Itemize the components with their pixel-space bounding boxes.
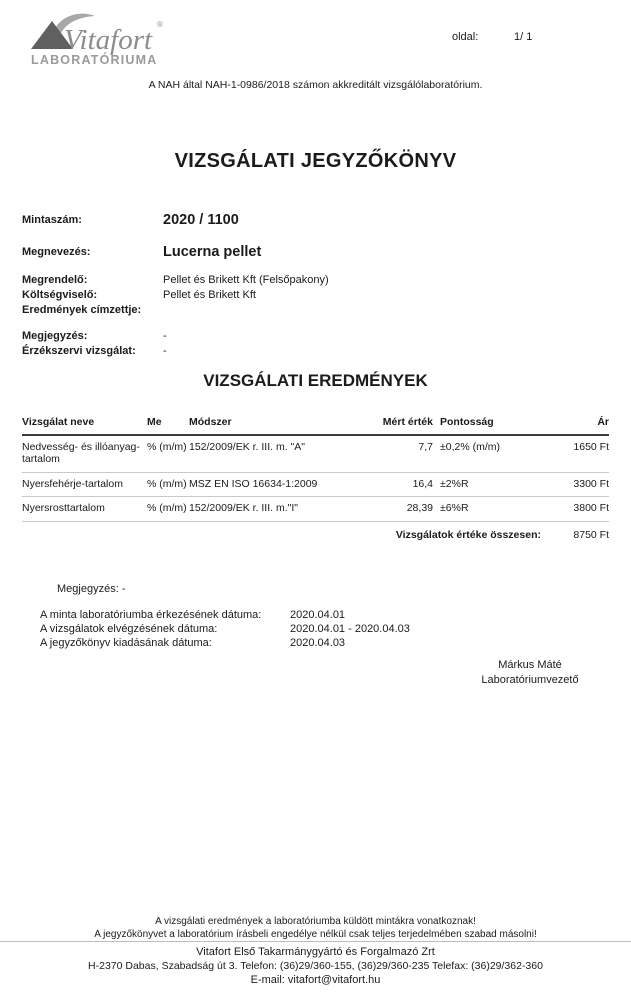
test-price: 1650 Ft: [553, 435, 609, 472]
test-value: 28,39: [371, 497, 433, 521]
date-row-issue: [40, 637, 600, 649]
table-total-row: [22, 521, 609, 547]
total-value: 8750 Ft: [573, 528, 609, 541]
logo-subtitle: LABORATÓRIUMA: [31, 53, 158, 67]
test-unit: % (m/m): [147, 497, 189, 521]
field-megrendelo: [22, 274, 582, 286]
page-number-value: 1/ 1: [514, 31, 533, 43]
remark-note: Megjegyzés: -: [57, 583, 126, 595]
column-header-unit: Me: [147, 414, 189, 435]
test-unit: % (m/m): [147, 472, 189, 496]
signatory-name: Márkus Máté: [498, 659, 562, 671]
field-label: Mintaszám:: [22, 214, 82, 226]
test-method: 152/2009/EK r. III. m."I": [189, 497, 371, 521]
field-koltsegviselo: [22, 289, 582, 301]
document-title: VIZSGÁLATI JEGYZŐKÖNYV: [174, 150, 457, 172]
field-mintaszam: [22, 214, 582, 226]
date-value: 2020.04.01: [290, 609, 346, 621]
company-address: H-2370 Dabas, Szabadság út 3. Telefon: (36)29/360-155, (36)29/360-235 Telefax: (36)29/362-360: [88, 960, 543, 972]
disclaimer-line: A jegyzőkönyvet a laboratórium írásbeli engedélye nélkül csak teljes terjedelmében szabad másolni!: [94, 929, 537, 940]
footer-divider: [0, 941, 631, 942]
column-header-name: Vizsgálat neve: [22, 414, 147, 435]
logo-registered-mark: ®: [157, 20, 163, 29]
signature-block: [430, 658, 630, 688]
test-price: 3800 Ft: [553, 497, 609, 521]
results-table: [22, 414, 609, 547]
page-number-label: oldal:: [452, 31, 479, 43]
field-label: Megnevezés:: [22, 246, 91, 258]
field-value: -: [163, 345, 167, 357]
test-accuracy: ±2%R: [433, 472, 553, 496]
table-row: [22, 435, 609, 472]
results-table-header-row: [22, 414, 609, 435]
test-value: 7,7: [371, 435, 433, 472]
results-section-title: VIZSGÁLATI EREDMÉNYEK: [203, 371, 428, 390]
accreditation-line: A NAH által NAH-1-0986/2018 számon akkreditált vizsgálólaboratórium.: [148, 79, 483, 91]
column-header-value: Mért érték: [371, 414, 433, 435]
signatory-role: Laboratóriumvezető: [481, 674, 579, 686]
test-accuracy: ±0,2% (m/m): [433, 435, 553, 472]
field-label: Költségviselő:: [22, 289, 98, 301]
field-label: Érzékszervi vizsgálat:: [22, 345, 136, 357]
field-megjegyzes: [22, 330, 582, 342]
table-row: [22, 497, 609, 521]
date-value: 2020.04.03: [290, 637, 346, 649]
field-value: 2020 / 1100: [163, 212, 239, 228]
company-email: E-mail: vitafort@vitafort.hu: [250, 974, 381, 986]
field-value: -: [163, 330, 167, 342]
field-erzekszervi-vizsgalat: [22, 345, 582, 357]
field-value: Lucerna pellet: [163, 244, 262, 260]
date-row-arrival: [40, 609, 600, 621]
logo-brand-text: Vitafort: [64, 24, 153, 56]
field-label: Eredmények címzettje:: [22, 304, 142, 316]
test-price: 3300 Ft: [553, 472, 609, 496]
column-header-accuracy: Pontosság: [433, 414, 553, 435]
vitafort-logo: [28, 12, 168, 68]
table-row: [22, 472, 609, 496]
test-name: Nyersrosttartalom: [22, 497, 147, 521]
footer-company-block: [0, 945, 631, 987]
test-method: 152/2009/EK r. III. m. "A": [189, 435, 371, 472]
test-method: MSZ EN ISO 16634-1:2009: [189, 472, 371, 496]
total-label: Vizsgálatok értéke összesen:: [395, 528, 541, 541]
test-name: Nyersfehérje-tartalom: [22, 472, 147, 496]
date-row-testing: [40, 623, 600, 635]
field-megnevezes: [22, 246, 582, 258]
date-label: A vizsgálatok elvégzésének dátuma:: [40, 623, 218, 635]
field-value: Pellet és Brikett Kft (Felsőpakony): [163, 274, 329, 286]
footer-disclaimers: [0, 915, 631, 941]
test-value: 16,4: [371, 472, 433, 496]
date-value: 2020.04.01 - 2020.04.03: [290, 623, 410, 635]
date-label: A jegyzőkönyv kiadásának dátuma:: [40, 637, 212, 649]
column-header-method: Módszer: [189, 414, 371, 435]
test-accuracy: ±6%R: [433, 497, 553, 521]
test-unit: % (m/m): [147, 435, 189, 472]
field-label: Megrendelő:: [22, 274, 88, 286]
field-eredmenyek-cimzettje: [22, 304, 582, 316]
field-label: Megjegyzés:: [22, 330, 88, 342]
disclaimer-line: A vizsgálati eredmények a laboratóriumba küldött mintákra vonatkoznak!: [155, 916, 476, 927]
company-name: Vitafort Első Takarmánygyártó és Forgalmazó Zrt: [196, 946, 435, 958]
date-label: A minta laboratóriumba érkezésének dátuma:: [40, 609, 262, 621]
column-header-price: Ár: [553, 414, 609, 435]
test-name: Nedvesség- és illóanyag-tartalom: [22, 435, 147, 472]
field-value: Pellet és Brikett Kft: [163, 289, 256, 301]
